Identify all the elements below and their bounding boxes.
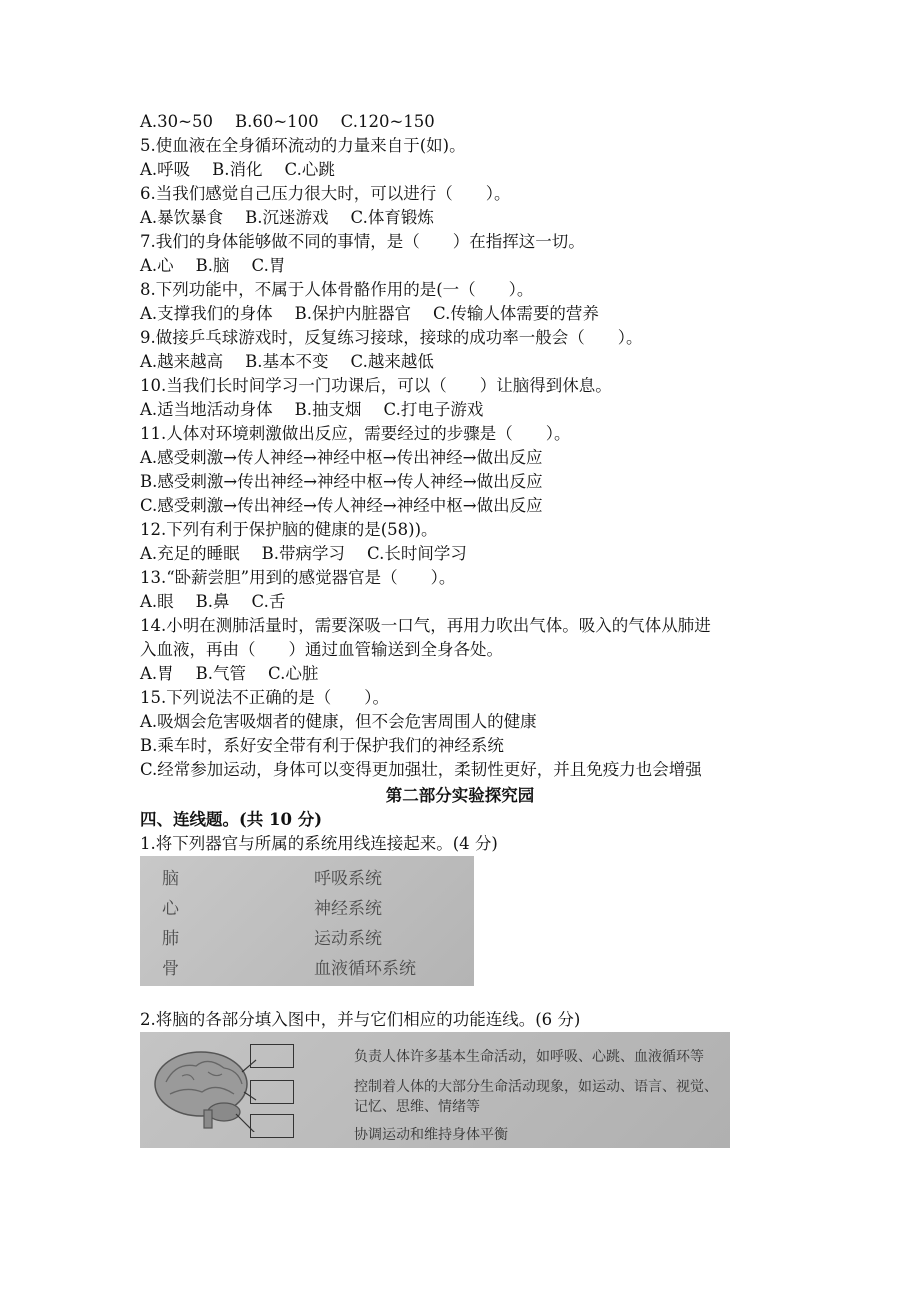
q5-stem: 5.使血液在全身循环流动的力量来自于(如)。	[140, 136, 466, 155]
system-1: 呼吸系统	[314, 869, 382, 889]
q13-option-a: A.眼	[140, 592, 174, 611]
q13-options	[140, 590, 307, 614]
q14-stem-line1: 14.小明在测肺活量时，需要深吸一口气，再用力吹出气体。吸入的气体从肺进	[140, 616, 711, 635]
system-4: 血液循环系统	[314, 959, 416, 979]
function-1: 负责人体许多基本生命活动，如呼吸、心跳、血液循环等	[354, 1049, 704, 1065]
function-3: 协调运动和维持身体平衡	[354, 1127, 508, 1143]
q5-option-a: A.呼吸	[140, 160, 191, 179]
q4-option-b: B.60~100	[234, 112, 319, 131]
q10-option-a: A.适当地活动身体	[140, 400, 273, 419]
q15-stem: 15.下列说法不正确的是（ ）。	[140, 688, 389, 707]
q12-option-b: B.带病学习	[261, 544, 346, 563]
brain-part-answer-box-2[interactable]	[250, 1080, 294, 1104]
organ-3: 肺	[162, 929, 179, 949]
q6-options	[140, 206, 456, 230]
q8-options	[140, 302, 621, 326]
organ-2: 心	[162, 899, 179, 919]
section4-title: 四、连线题。(共 10 分)	[140, 810, 323, 829]
q12-option-a: A.充足的睡眠	[140, 544, 240, 563]
system-3: 运动系统	[314, 929, 382, 949]
q9-option-c: C.越来越低	[350, 352, 434, 371]
q7-option-b: B.脑	[195, 256, 230, 275]
system-2: 神经系统	[314, 899, 382, 919]
q12-options	[140, 542, 489, 566]
q9-option-a: A.越来越高	[140, 352, 224, 371]
q9-option-b: B.基本不变	[245, 352, 329, 371]
q9-options	[140, 350, 456, 374]
brain-part-answer-box-3[interactable]	[250, 1114, 294, 1138]
brain-part-answer-box-1[interactable]	[250, 1044, 294, 1068]
q13-option-c: C.舌	[251, 592, 286, 611]
q5-options	[140, 158, 357, 182]
q10-option-b: B.抽支烟	[294, 400, 362, 419]
q12-option-c: C.长时间学习	[367, 544, 467, 563]
part2-title: 第二部分实验探究园	[385, 786, 535, 805]
q8-stem: 8.下列功能中，不属于人体骨骼作用的是(一（ ）。	[140, 280, 534, 299]
organ-system-matching-image	[140, 856, 474, 986]
brain-function-diagram-image	[140, 1032, 730, 1148]
q7-options	[140, 254, 307, 278]
q6-option-a: A.暴饮暴食	[140, 208, 224, 227]
q9-stem: 9.做接乒乓球游戏时，反复练习接球，接球的成功率一般会（ ）。	[140, 328, 643, 347]
q10-option-c: C.打电子游戏	[383, 400, 484, 419]
q4-option-c: C.120~150	[340, 112, 435, 131]
q15-option-b: B.乘车时，系好安全带有利于保护我们的神经系统	[140, 736, 504, 755]
q6-option-b: B.沉迷游戏	[245, 208, 329, 227]
q11-option-b: B.感受刺激→传出神经→神经中枢→传人神经→做出反应	[140, 472, 543, 491]
q10-stem: 10.当我们长时间学习一门功课后，可以（ ）让脑得到休息。	[140, 376, 612, 395]
q5-option-b: B.消化	[212, 160, 263, 179]
q14-stem-line2: 入血液，再由（ ）通过血管输送到全身各处。	[140, 640, 503, 659]
q13-stem: 13.“卧薪尝胆”用到的感觉器官是（ ）。	[140, 568, 456, 587]
q12-stem: 12.下列有利于保护脑的健康的是(58))。	[140, 520, 438, 539]
section4-q1: 1.将下列器官与所属的系统用线连接起来。(4 分)	[140, 834, 498, 853]
q6-stem: 6.当我们感觉自己压力很大时，可以进行（ ）。	[140, 184, 511, 203]
function-2-line1: 控制着人体的大部分生命活动现象，如运动、语言、视觉、	[354, 1079, 718, 1095]
q10-options	[140, 398, 505, 422]
q7-option-a: A.心	[140, 256, 174, 275]
organ-1: 脑	[162, 869, 179, 889]
brain-illustration-icon	[146, 1042, 266, 1132]
section4-q2: 2.将脑的各部分填入图中，并与它们相应的功能连线。(6 分)	[140, 1010, 581, 1029]
q15-option-c: C.经常参加运动，身体可以变得更加强壮，柔韧性更好，并且免疫力也会增强	[140, 760, 702, 779]
q15-option-a: A.吸烟会危害吸烟者的健康，但不会危害周围人的健康	[140, 712, 537, 731]
q8-option-c: C.传输人体需要的营养	[433, 304, 599, 323]
q14-option-c: C.心脏	[268, 664, 319, 683]
q5-option-c: C.心跳	[284, 160, 335, 179]
q13-option-b: B.鼻	[195, 592, 230, 611]
organ-4: 骨	[162, 959, 179, 979]
q4-option-a: A.30~50	[140, 112, 213, 131]
q14-option-a: A.胃	[140, 664, 174, 683]
function-2-line2: 记忆、思维、情绪等	[354, 1099, 480, 1115]
q8-option-b: B.保护内脏器官	[294, 304, 412, 323]
q14-option-b: B.气管	[195, 664, 247, 683]
q8-option-a: A.支撑我们的身体	[140, 304, 273, 323]
q7-stem: 7.我们的身体能够做不同的事情，是（ ）在指挥这一切。	[140, 232, 585, 251]
q4-options	[140, 110, 457, 134]
q11-option-a: A.感受刺激→传人神经→神经中枢→传出神经→做出反应	[140, 448, 543, 467]
q7-option-c: C.胃	[251, 256, 286, 275]
q6-option-c: C.体育锻炼	[350, 208, 434, 227]
q11-option-c: C.感受刺激→传出神经→传人神经→神经中枢→做出反应	[140, 496, 543, 515]
q14-options	[140, 662, 340, 686]
q11-stem: 11.人体对环境刺激做出反应，需要经过的步骤是（ ）。	[140, 424, 571, 443]
